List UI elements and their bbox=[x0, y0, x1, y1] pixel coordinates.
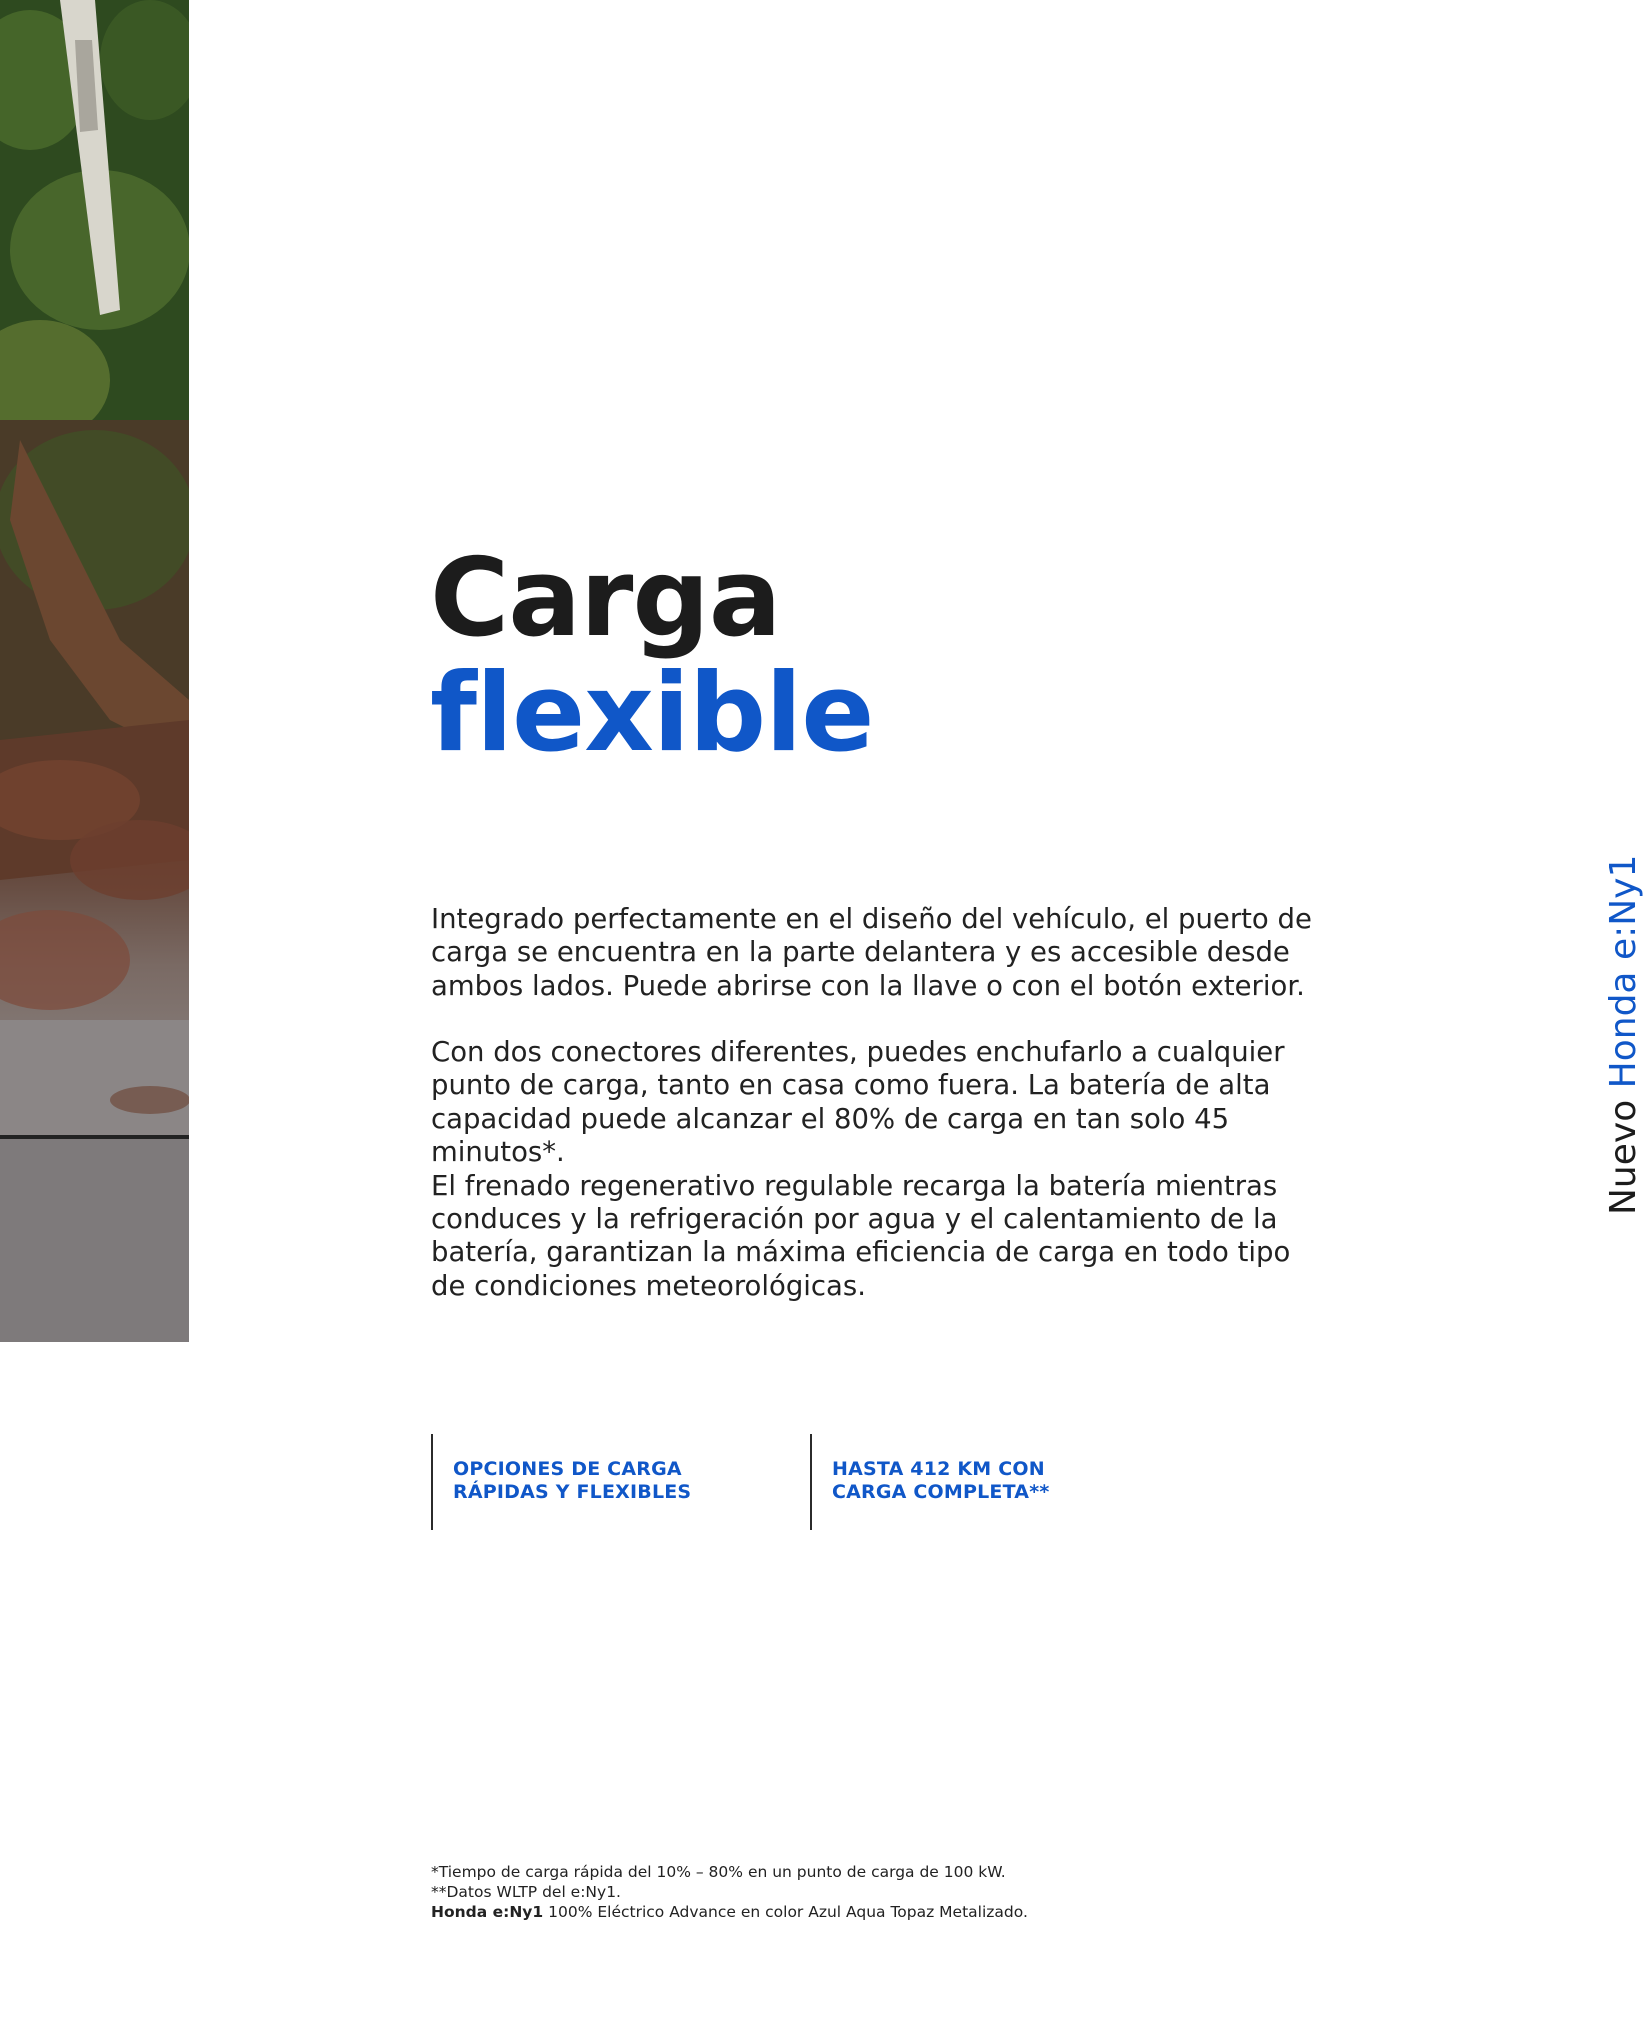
footnote-charging-time: *Tiempo de carga rápida del 10% – 80% en un punto de carga de 100 kW. bbox=[431, 1863, 1006, 1881]
feature-charging-options bbox=[431, 1434, 692, 1530]
side-label-model: Honda e:Ny1 bbox=[1603, 854, 1644, 1089]
body-paragraph-1: Integrado perfectamente en el diseño del vehículo, el puerto de carga se encuentra en la parte delantera y es accesible desde ambos lados. Puede abrirse con la llave o con el botón exterior. bbox=[431, 903, 1312, 1002]
vertical-model-label bbox=[1603, 854, 1644, 1215]
page-title-line2: flexible bbox=[430, 651, 874, 776]
page-title-line1: Carga bbox=[430, 536, 781, 661]
footnotes bbox=[431, 1862, 1028, 1922]
footnote-wltp: **Datos WLTP del e:Ny1. bbox=[431, 1883, 621, 1901]
feature-label: OPCIONES DE CARGA RÁPIDAS Y FLEXIBLES bbox=[453, 1458, 692, 1503]
side-label-prefix: Nuevo bbox=[1603, 1088, 1644, 1215]
feature-range bbox=[810, 1434, 1050, 1530]
footnote-model-desc: 100% Eléctrico Advance en color Azul Aqua Topaz Metalizado. bbox=[543, 1903, 1028, 1921]
forest-photo-illustration bbox=[0, 0, 189, 1342]
footnote-model-name: Honda e:Ny1 bbox=[431, 1903, 544, 1921]
feature-label: HASTA 412 KM CON CARGA COMPLETA** bbox=[832, 1458, 1050, 1503]
forest-photo-strip bbox=[0, 0, 189, 1342]
body-paragraph-2: Con dos conectores diferentes, puedes enchufarlo a cualquier punto de carga, tanto en casa como fuera. La batería de alta capacidad puede alcanzar el 80% de carga en tan solo 45 minutos*. El frenado regenerativo regulable recarga la batería mientras conduces y la refrigeración por agua y el calentamiento de la batería, garantizan la máxima eficiencia de carga en todo tipo de condiciones meteorológicas. bbox=[431, 1036, 1291, 1302]
footnote-model bbox=[431, 1902, 1028, 1922]
